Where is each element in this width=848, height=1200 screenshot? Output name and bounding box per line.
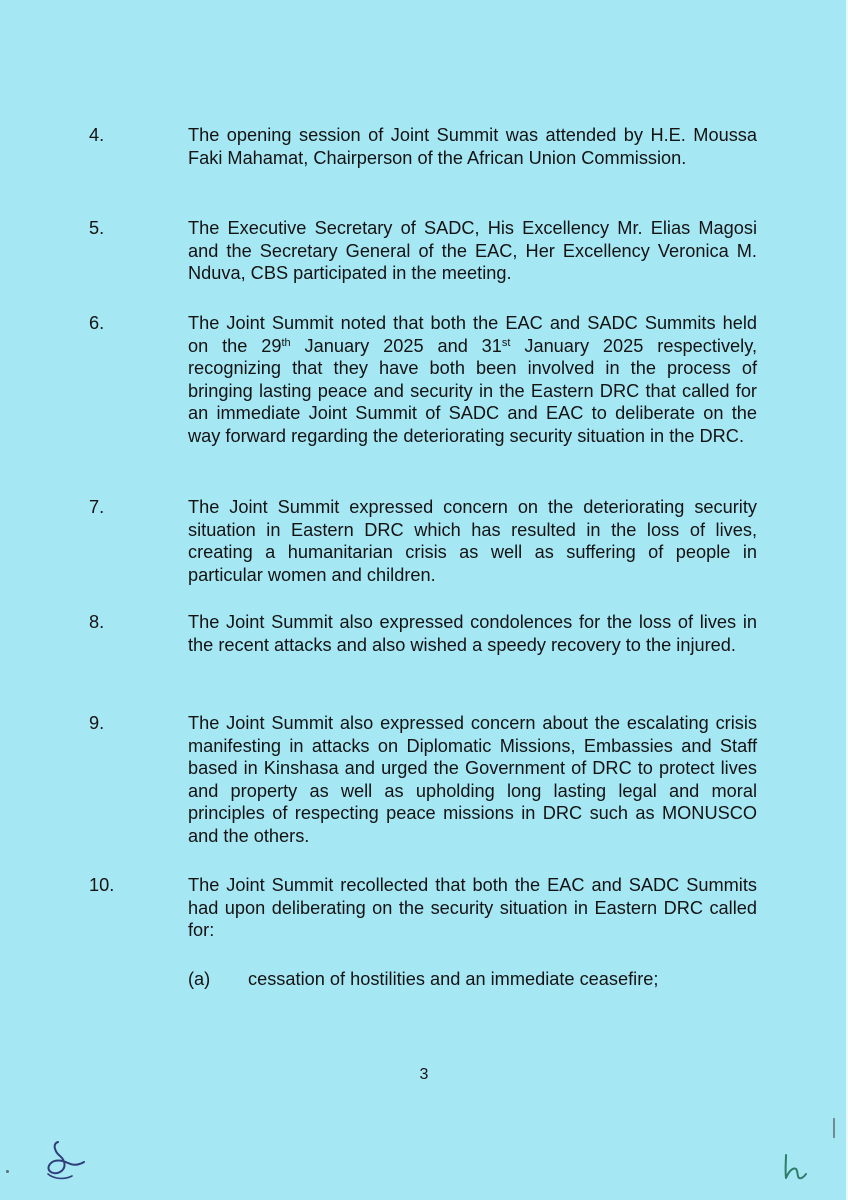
paragraph-text: [188, 312, 757, 447]
paragraph-text: The Joint Summit expressed concern on the deteriorating security situation in Eastern DRC which has resulted in the loss of lives, creating a humanitarian crisis as well as suffering of people in particular women and children.: [188, 497, 757, 585]
paragraph-text-part: January 2025 and 31: [290, 335, 502, 356]
paragraph-number: 5.: [89, 218, 105, 238]
scan-mark: [833, 1118, 835, 1138]
paragraph-text: The Executive Secretary of SADC, His Excellency Mr. Elias Magosi and the Secretary General of the EAC, Her Excellency Veronica M. Nduva, CBS participated in the meeting.: [188, 218, 757, 283]
ordinal-superscript: st: [501, 336, 511, 349]
paragraph-number: 6.: [89, 313, 105, 333]
paragraph-text: The opening session of Joint Summit was attended by H.E. Moussa Faki Mahamat, Chairperson of the African Union Commission.: [188, 125, 757, 168]
paragraph-text-part: January 2025 respectively, recognizing that they have both been involved in the process of bringing lasting peace and security in the Eastern DRC that called for an immediate Joint Summit of SADC and EAC to deliberate on the way forward regarding the deteriorating security situation in the DRC.: [188, 335, 757, 446]
paragraph-number: 4.: [89, 125, 105, 145]
scan-mark: [6, 1170, 9, 1173]
ordinal-superscript: th: [281, 336, 291, 349]
handwritten-initials-right: [780, 1152, 814, 1182]
handwritten-initials-left: [38, 1138, 88, 1184]
paragraph-number: 7.: [89, 497, 105, 517]
paragraph-number: 9.: [89, 713, 105, 733]
paragraph-text: The Joint Summit recollected that both the EAC and SADC Summits had upon deliberating on the security situation in Eastern DRC called for:: [188, 875, 757, 940]
paragraph-text: The Joint Summit also expressed concern about the escalating crisis manifesting in attacks on Diplomatic Missions, Embassies and Staff based in Kinshasa and urged the Government of DRC to protect lives and property as well as upholding long lasting legal and moral principles of respecting peace missions in DRC such as MONUSCO and the others.: [188, 713, 757, 846]
paragraph-text-part: The Joint Summit noted that both the EAC and SADC Summits held on the 29: [188, 313, 757, 356]
paragraph-number: 10.: [89, 875, 115, 895]
paragraph-text: The Joint Summit also expressed condolences for the loss of lives in the recent attacks and also wished a speedy recovery to the injured.: [188, 612, 757, 655]
page-number: 3: [419, 1066, 429, 1083]
sub-item-label: (a): [188, 969, 211, 989]
paragraph-number: 8.: [89, 612, 105, 632]
sub-item-text: cessation of hostilities and an immediate ceasefire;: [248, 969, 659, 989]
